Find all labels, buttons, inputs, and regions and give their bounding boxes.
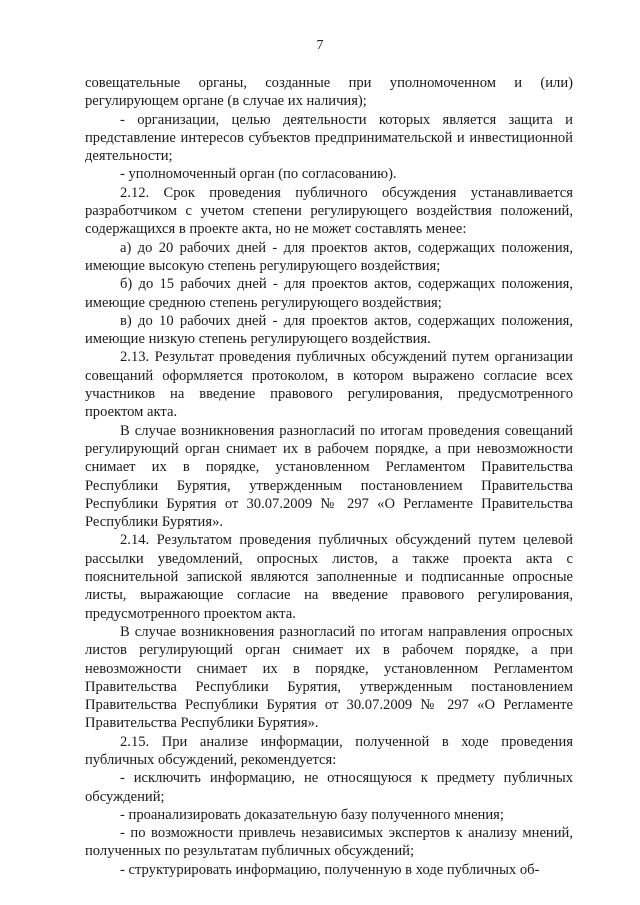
paragraph-clause-2-14: 2.14. Результатом проведения публичных обсуждений путем целевой рассылки уведомлений, опросных листов, а также проекта акта с пояснительной запиской являются заполненные и подписанные опросные листы, выражающие согласие на введение правового регулирования, предусмотренного проектом акта.: [85, 532, 573, 622]
paragraph-list-item-exclude-info: - исключить информацию, не относящуюся к предмету публичных обсуждений;: [85, 770, 573, 805]
paragraph-subitem-b: б) до 15 рабочих дней - для проектов актов, содержащих положения, имеющие среднюю степень регулирующего воздействия;: [85, 276, 573, 311]
page-number: 7: [316, 38, 324, 53]
paragraph-disagreements-meetings: В случае возникновения разногласий по итогам проведения совещаний регулирующий орган снимает их в рабочем порядке, а при невозможности снимает их в порядке, установленном Регламентом Правительства Республики Бурятия, утвержденным постановлением Правительства Республики Бурятия от 30.07.2009 № 297 «О Регламенте Правительства Республики Бурятия».: [85, 422, 573, 531]
paragraph-disagreements-questionnaires: В случае возникновения разногласий по итогам направления опросных листов регулирующий орган снимает их в рабочем порядке, а при невозможности снимает их в порядке, установленном Регламентом Правительства Республики Бурятия, утвержденным постановлением Правительства Республики Бурятия от 30.07.2009 № 297 «О Регламенте Правительства Республики Бурятия».: [85, 623, 573, 732]
paragraph-clause-2-15: 2.15. При анализе информации, полученной в ходе проведения публичных обсуждений, рекомендуется:: [85, 733, 573, 768]
paragraph-list-item-structure-info: - структурировать информацию, полученную в ходе публичных об-: [120, 861, 540, 878]
paragraph-list-item-involve-experts: - по возможности привлечь независимых экспертов к анализу мнений, полученных по результатам публичных обсуждений;: [85, 825, 573, 860]
body-text: [85, 74, 573, 879]
paragraph-list-item-authorized-body: - уполномоченный орган (по согласованию).: [120, 166, 397, 183]
paragraph-list-item-analyze-evidence: - проанализировать доказательную базу полученного мнения;: [120, 806, 504, 823]
paragraph-subitem-v: в) до 10 рабочих дней - для проектов актов, содержащих положения, имеющие низкую степень регулирующего воздействия.: [85, 312, 573, 348]
paragraph-subitem-a: а) до 20 рабочих дней - для проектов актов, содержащих положения, имеющие высокую степень регулирующего воздействия;: [85, 239, 573, 274]
paragraph-clause-2-13: 2.13. Результат проведения публичных обсуждений путем организации совещаний оформляется протоколом, в котором выражено согласие всех участников на введение правового регулирования, предусмотренного проектом акта.: [85, 349, 573, 421]
paragraph-list-item-organizations: - организации, целью деятельности которых является защита и представление интересов субъектов предпринимательской и инвестиционной деятельности;: [85, 111, 573, 165]
paragraph-clause-2-12: 2.12. Срок проведения публичного обсуждения устанавливается разработчиком с учетом степени регулирующего воздействия положений, содержащихся в проекте акта, но не может составлять менее:: [85, 184, 573, 238]
paragraph-continuation-advisory-bodies: совещательные органы, созданные при уполномоченном и (или) регулирующем органе (в случае их наличия);: [85, 75, 573, 110]
